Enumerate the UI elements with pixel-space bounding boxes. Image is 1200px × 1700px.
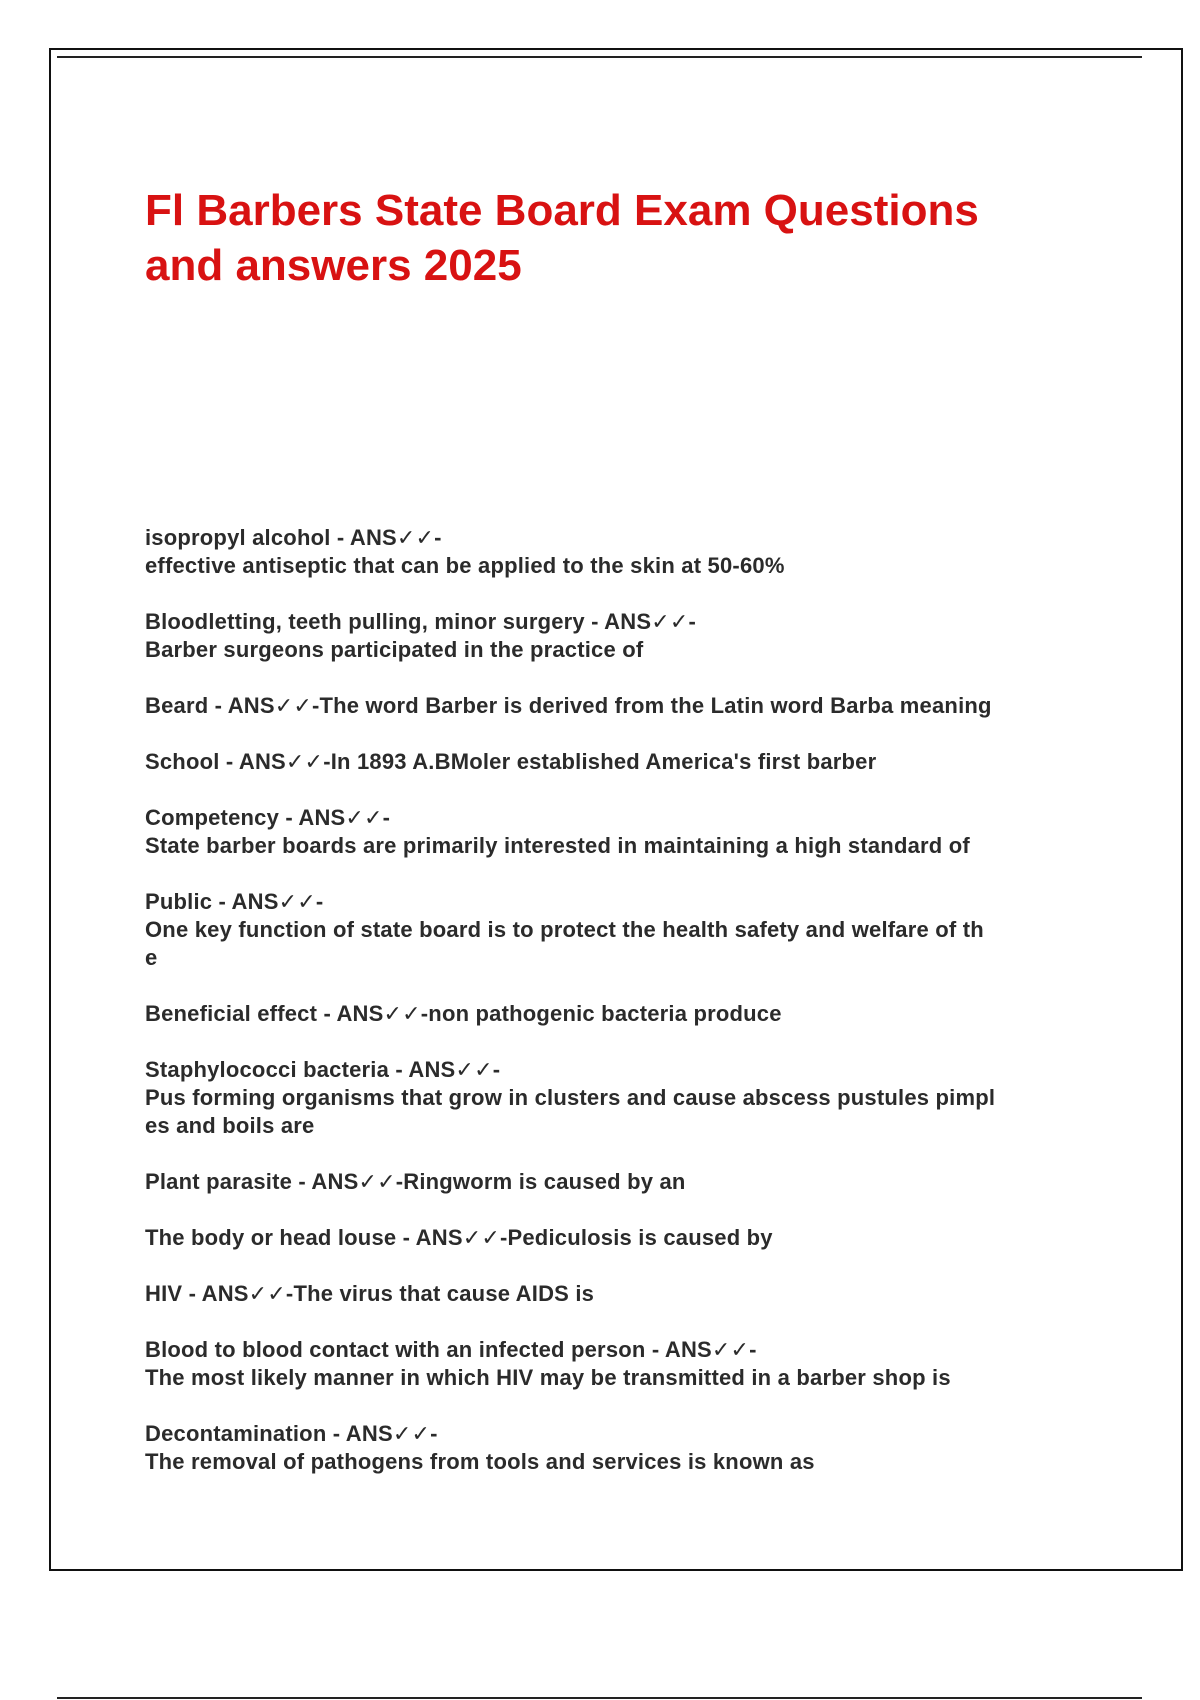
- title-line-1: Fl Barbers State Board Exam Questions: [145, 186, 979, 235]
- qa-item-line: Plant parasite - ANS✓✓-Ringworm is caused by an: [145, 1169, 686, 1194]
- qa-item-line: Beard - ANS✓✓-The word Barber is derived from the Latin word Barba meaning: [145, 693, 992, 718]
- qa-item-line: HIV - ANS✓✓-The virus that cause AIDS is: [145, 1281, 595, 1306]
- qa-item-line: effective antiseptic that can be applied to the skin at 50-60%: [145, 553, 785, 578]
- qa-item: [145, 692, 1095, 720]
- qa-item-line: Competency - ANS✓✓-: [145, 805, 391, 830]
- qa-item-line: Public - ANS✓✓-: [145, 889, 324, 914]
- qa-item-line: isopropyl alcohol - ANS✓✓-: [145, 525, 442, 550]
- qa-item-line: Decontamination - ANS✓✓-: [145, 1421, 438, 1446]
- qa-item: [145, 888, 1095, 972]
- qa-item: [145, 608, 1095, 664]
- qa-item: [145, 1056, 1095, 1140]
- document-title: [145, 183, 1085, 293]
- qa-item-line: The body or head louse - ANS✓✓-Pediculosis is caused by: [145, 1225, 773, 1250]
- qa-item: [145, 1000, 1095, 1028]
- qa-item-line: Blood to blood contact with an infected person - ANS✓✓-: [145, 1337, 757, 1362]
- qa-item-line: The most likely manner in which HIV may be transmitted in a barber shop is: [145, 1365, 951, 1390]
- qa-item: [145, 1420, 1095, 1476]
- qa-list: [145, 524, 1095, 1504]
- qa-item-line: Beneficial effect - ANS✓✓-non pathogenic bacteria produce: [145, 1001, 782, 1026]
- qa-item: [145, 1168, 1095, 1196]
- qa-item: [145, 748, 1095, 776]
- title-line-2: and answers 2025: [145, 241, 522, 290]
- qa-item-line: The removal of pathogens from tools and services is known as: [145, 1449, 815, 1474]
- qa-item-line: Pus forming organisms that grow in clusters and cause abscess pustules pimpl: [145, 1085, 996, 1110]
- qa-item: [145, 1336, 1095, 1392]
- top-rule: [57, 56, 1142, 58]
- qa-item-line: State barber boards are primarily interested in maintaining a high standard of: [145, 833, 970, 858]
- qa-item-line: Bloodletting, teeth pulling, minor surgery - ANS✓✓-: [145, 609, 697, 634]
- qa-item: [145, 1280, 1095, 1308]
- bottom-rule: [57, 1697, 1142, 1699]
- qa-item-line: es and boils are: [145, 1113, 315, 1138]
- qa-item-line: e: [145, 945, 158, 970]
- qa-item-line: School - ANS✓✓-In 1893 A.BMoler established America's first barber: [145, 749, 877, 774]
- qa-item-line: Barber surgeons participated in the practice of: [145, 637, 644, 662]
- qa-item: [145, 1224, 1095, 1252]
- qa-item: [145, 524, 1095, 580]
- qa-item: [145, 804, 1095, 860]
- qa-item-line: One key function of state board is to protect the health safety and welfare of th: [145, 917, 984, 942]
- qa-item-line: Staphylococci bacteria - ANS✓✓-: [145, 1057, 501, 1082]
